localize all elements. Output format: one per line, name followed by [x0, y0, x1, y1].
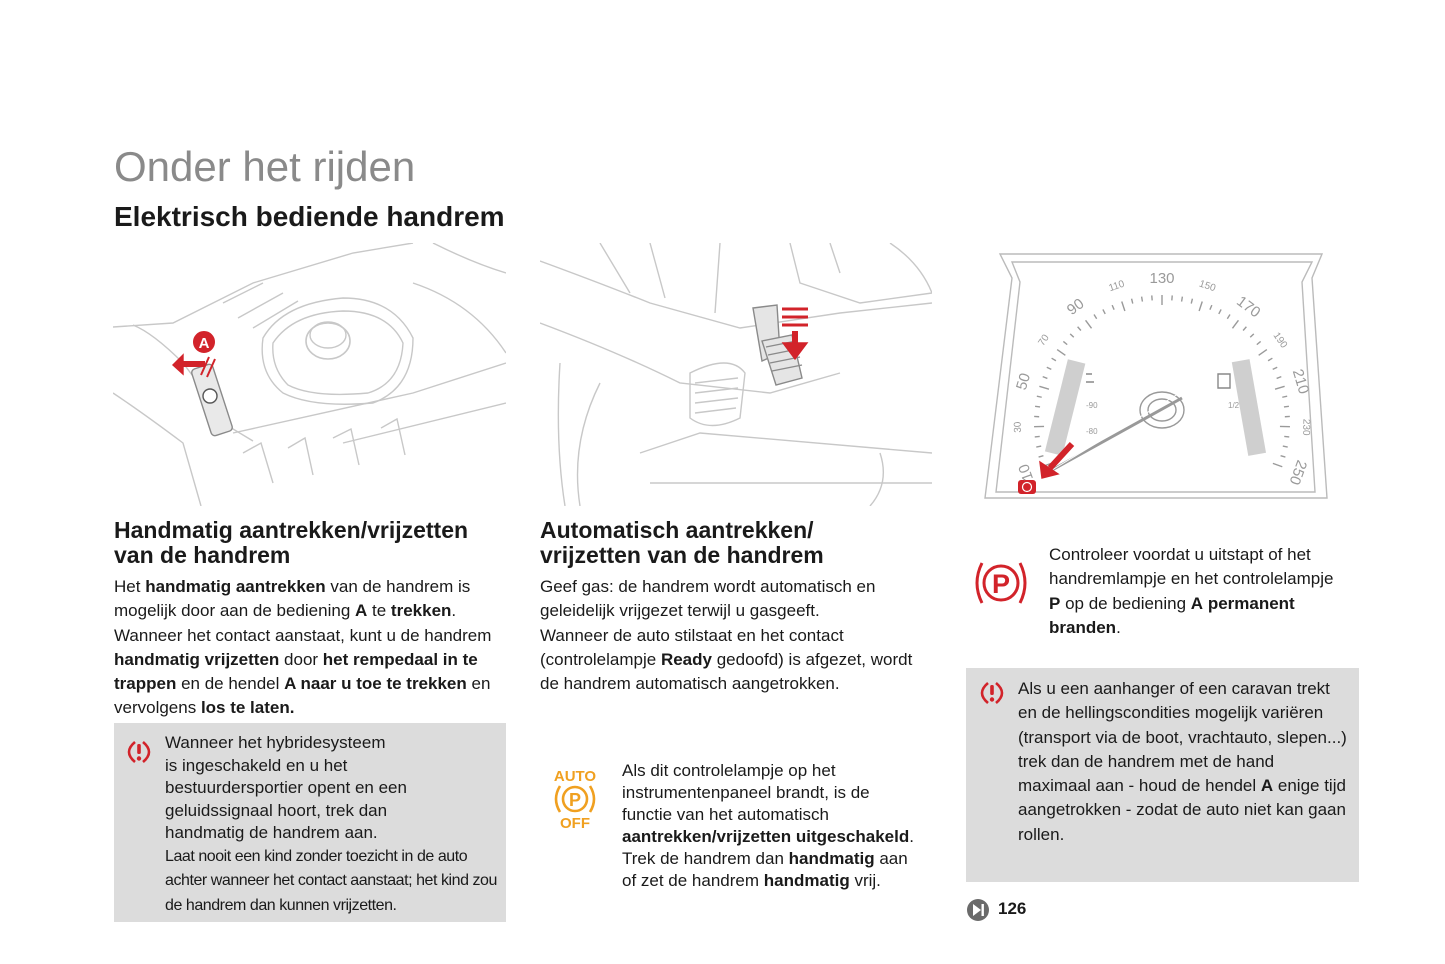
speedo-tick: [1250, 334, 1254, 337]
speedo-tick: [1035, 406, 1040, 407]
speedo-tick: [1227, 315, 1230, 319]
speedo-tick: [1277, 377, 1282, 379]
col1-heading: [114, 518, 514, 568]
col1-heading-line2: van de handrem: [114, 542, 291, 568]
speedo-tick: [1047, 367, 1052, 369]
speedo-tick: [1232, 320, 1238, 328]
warning-icon: [126, 739, 152, 765]
col1-paragraph-2: Wanneer het contact aanstaat, kunt u de handrem handmatig vrijzetten door het rempedaal in te trappen en de hendel A naar u toe te trekken en vervolgens los te laten.: [114, 625, 492, 718]
speedo-tick: [1122, 301, 1125, 310]
section-title: Onder het rijden: [114, 143, 416, 190]
speedo-tick: [1036, 446, 1041, 447]
speedo-number: 110: [1107, 278, 1127, 295]
speedometer-illustration: [982, 248, 1342, 503]
col3-warning-box: [966, 668, 1359, 882]
col1-warning-line-5: handmatig de handrem aan.: [165, 823, 378, 842]
col1-warning-box: [114, 723, 506, 922]
col3-info: Controleer voordat u uitstapt of het handremlampje en het controlelampje P op de bediening A permanent branden.: [1049, 545, 1334, 637]
speedo-tick: [1284, 406, 1289, 407]
col1-body: [114, 575, 512, 721]
parking-brake-icon: [970, 558, 1032, 608]
col2-heading-line1: Automatisch aantrekken/: [540, 517, 814, 543]
speedo-number: 90: [1063, 295, 1088, 319]
page-number: 126: [998, 899, 1027, 918]
col1-paragraph-1: Het handmatig aantrekken van de handrem is mogelijk door aan de bediening A te trekken.: [114, 577, 471, 621]
speedo-tick: [1132, 299, 1133, 304]
col1-heading-line1: Handmatig aantrekken/vrijzetten: [114, 517, 469, 543]
col3-warning-text: Als u een aanhanger of een caravan trekt en de hellingscondities mogelijk variëren (transport via de boot, vrachtauto, slepen...) trek dan de handrem met de hand maximaal aan - houd de hendel A enige tijd aangetrokken - zodat de auto niet kan gaan rollen.: [1018, 679, 1347, 844]
speedo-number: 170: [1233, 292, 1264, 322]
speedo-tick: [1057, 350, 1065, 356]
speedo-tick: [1268, 358, 1272, 361]
speedo-tick: [1257, 341, 1261, 344]
speedo-tick: [1219, 309, 1221, 313]
speedo-tick: [1199, 301, 1202, 310]
gauge-label: -80: [1086, 427, 1098, 436]
col2-paragraph-1: Geef gas: de handrem wordt automatisch en geleidelijk vrijgezet terwijl u gasgeeft.: [540, 577, 876, 621]
speedo-tick: [1086, 320, 1092, 328]
speedo-tick: [1052, 358, 1056, 361]
col1-warning-text: [165, 732, 505, 918]
speedo-tick: [1112, 305, 1114, 310]
auto-icon-top-text: AUTO: [553, 768, 597, 785]
col1-warning-small-print: Laat nooit een kind zonder toezicht in de auto achter wanneer het contact aanstaat; het kind zou de handrem dan kunnen vrijzetten.: [165, 847, 497, 914]
speedo-tick: [1043, 377, 1048, 379]
speedo-number: 70: [1036, 332, 1052, 349]
speedo-number: 250: [1285, 457, 1311, 488]
speedo-number: 50: [1013, 371, 1035, 392]
auto-icon-p-text: P: [568, 790, 582, 810]
speedo-tick: [1191, 299, 1192, 304]
speedo-tick: [1142, 297, 1143, 302]
speedo-tick: [1259, 350, 1267, 356]
col2-paragraph-2: Wanneer de auto stilstaat en het contact (controlelampje Ready gedoofd) is afgezet, wordt de handrem automatisch aangetrokken.: [540, 625, 913, 694]
col1-warning-line-3: bestuurdersportier opent en een: [165, 778, 407, 797]
col2-auto-note: Als dit controlelampje op het instrumentenpaneel brandt, is de functie van het automatisch aantrekken/vrijzetten uitgeschakeld. Trek de handrem dan handmatig aan of zet de handrem handmatig vrij.: [622, 761, 914, 890]
next-page-icon[interactable]: [966, 898, 990, 922]
col2-body: [540, 575, 932, 696]
col1-warning-line-1: Wanneer het hybridesysteem: [165, 733, 386, 752]
speedo-number: 130: [1149, 269, 1175, 287]
speedo-tick: [1037, 396, 1042, 397]
warning-icon: [979, 680, 1005, 706]
speedo-tick: [1039, 456, 1044, 457]
gauge-label: -90: [1086, 401, 1098, 410]
speedo-tick: [1070, 334, 1074, 337]
auto-icon-bottom-text: OFF: [560, 815, 590, 832]
speedo-tick: [1275, 386, 1285, 389]
speedo-tick: [1063, 341, 1067, 344]
console-illustration: [113, 243, 506, 506]
speedo-tick: [1210, 305, 1212, 310]
speedo-tick: [1282, 396, 1287, 397]
speedo-tick: [1273, 463, 1282, 466]
speedo-tick: [1078, 327, 1081, 331]
console-label-a: A: [198, 335, 210, 352]
pedal-illustration: [540, 243, 932, 506]
speedo-number: 30: [1012, 421, 1024, 433]
speedo-number: 230: [1300, 418, 1312, 436]
col1-warning-line-4: geluidssignaal hoort, trek dan: [165, 800, 388, 820]
speedo-tick: [1284, 436, 1289, 437]
col1-warning-line-2: is ingeschakeld en u het: [165, 755, 348, 775]
speedo-tick: [1182, 297, 1183, 302]
speedo-number: 210: [1288, 367, 1313, 396]
speedo-number: 190: [1270, 330, 1290, 351]
speedo-tick: [1283, 446, 1288, 447]
speedo-tick: [1243, 327, 1246, 331]
speedo-tick: [1281, 456, 1286, 457]
speedo-tick: [1094, 315, 1097, 319]
speedo-tick: [1039, 386, 1049, 389]
col2-heading: [540, 518, 940, 568]
speedo-tick: [1103, 309, 1105, 313]
auto-park-off-icon: [548, 766, 604, 832]
col2-heading-line2: vrijzetten van de handrem: [540, 542, 824, 568]
speedo-number: 150: [1197, 278, 1217, 295]
gauge-fraction-label: 1/2: [1228, 401, 1240, 410]
parking-brake-icon-letter: P: [991, 569, 1011, 599]
speedo-number: 10: [1015, 461, 1038, 484]
speedo-tick: [1035, 436, 1040, 437]
speedo-tick: [1273, 367, 1278, 369]
page-subtitle: Elektrisch bediende handrem: [114, 201, 505, 232]
